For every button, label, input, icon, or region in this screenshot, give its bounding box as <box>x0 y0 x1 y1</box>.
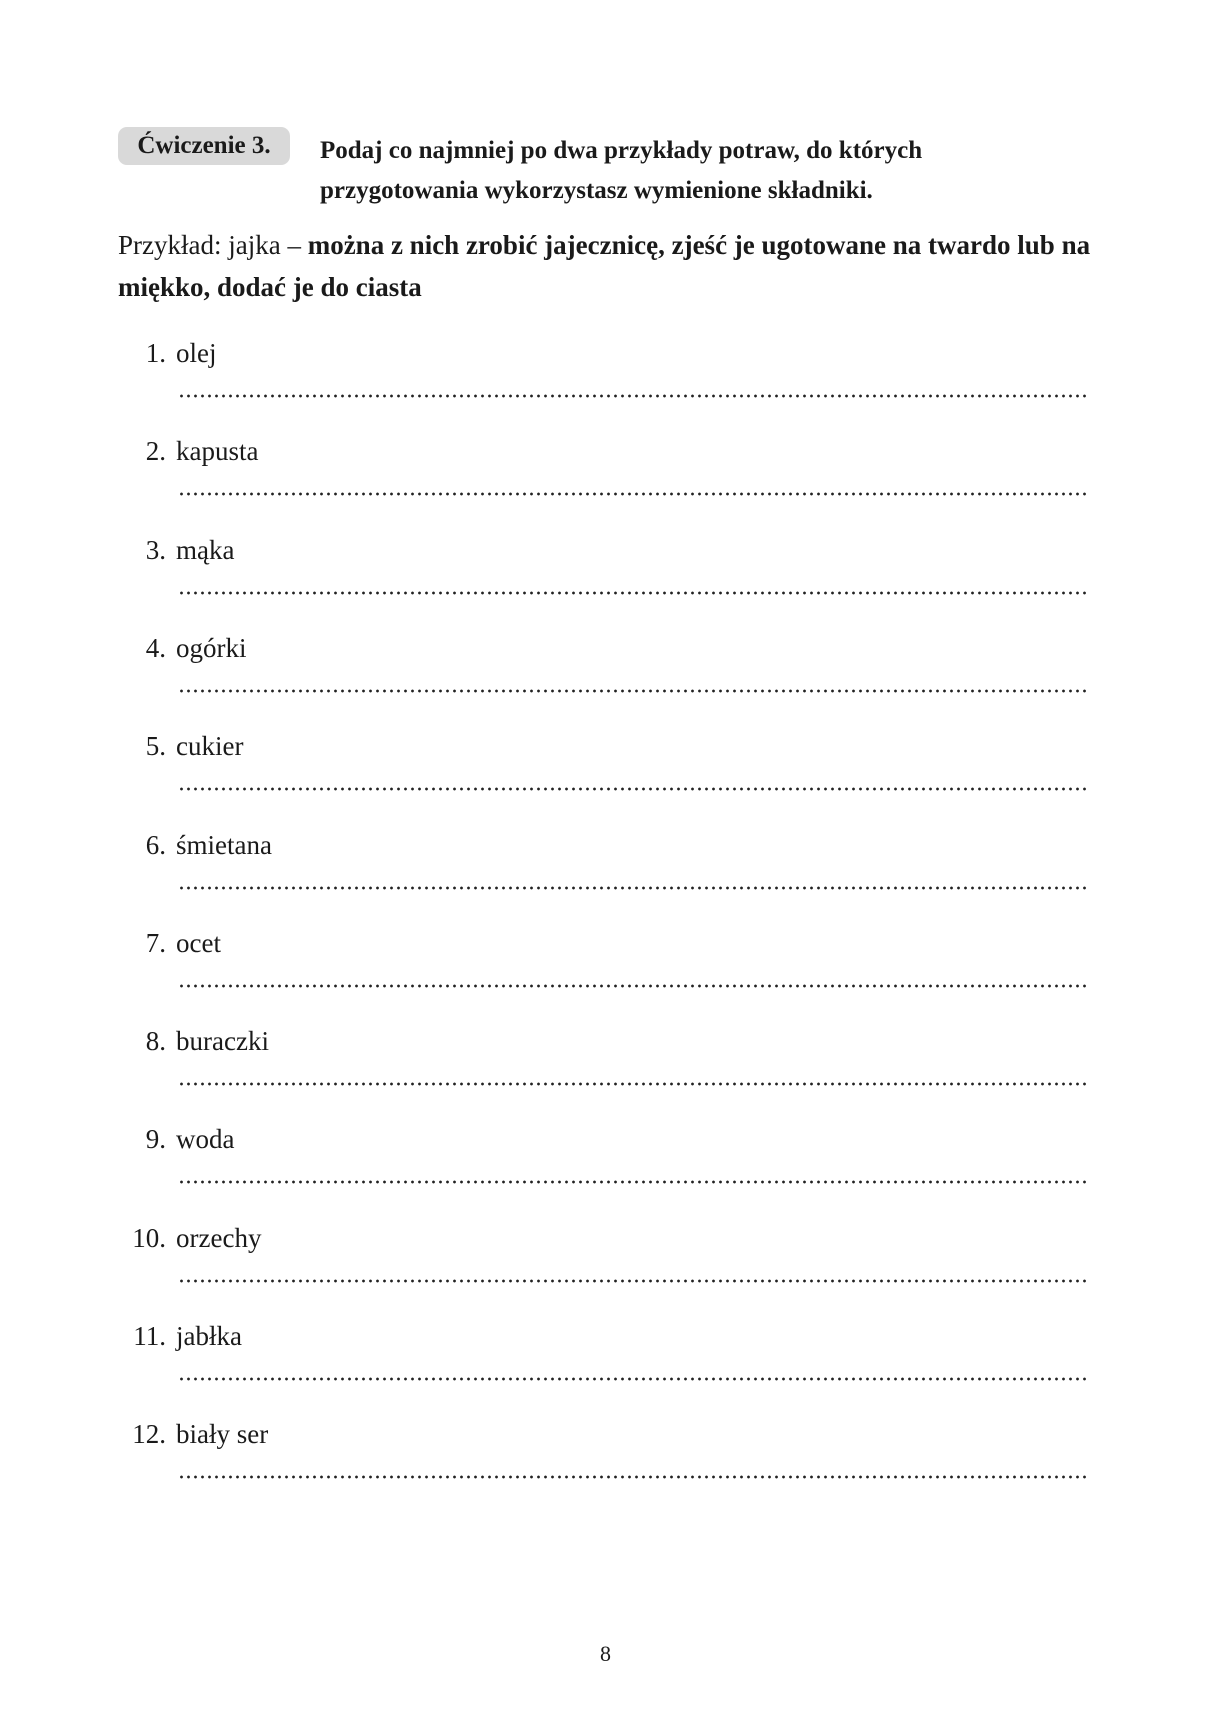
example-answer: można z nich zrobić jajecznicę, zjeść je ugotowane na twardo lub na miękko, dodać je do ciasta <box>118 230 1091 302</box>
answer-line[interactable] <box>178 1180 1090 1184</box>
answer-line[interactable] <box>178 591 1090 595</box>
instruction-line-1: Podaj co najmniej po dwa przykłady potraw, do których <box>320 137 923 164</box>
page-number: 8 <box>600 1641 611 1666</box>
list-item <box>0 336 1211 444</box>
instruction-line-2: przygotowania wykorzystasz wymienione składniki. <box>320 177 873 204</box>
list-item <box>0 926 1211 1034</box>
item-ingredient: ocet <box>176 927 221 958</box>
answer-line[interactable] <box>178 1377 1090 1381</box>
answer-line[interactable] <box>178 1475 1090 1479</box>
example-text <box>118 224 1098 308</box>
list-item <box>0 1221 1211 1329</box>
list-item <box>0 631 1211 739</box>
list-item <box>0 729 1211 837</box>
item-number: 6. <box>145 829 166 860</box>
item-ingredient: woda <box>176 1124 235 1155</box>
list-item <box>0 1417 1211 1525</box>
answer-line[interactable] <box>178 492 1090 496</box>
item-number: 10. <box>132 1222 166 1253</box>
answer-line[interactable] <box>178 886 1090 890</box>
answer-line[interactable] <box>178 1082 1090 1086</box>
item-ingredient: orzechy <box>176 1222 262 1253</box>
answer-line[interactable] <box>178 984 1090 988</box>
item-number: 11. <box>133 1321 166 1351</box>
item-ingredient: mąka <box>176 534 235 565</box>
list-item <box>0 1319 1211 1427</box>
exercise-label: Ćwiczenie 3. <box>118 127 290 165</box>
list-item <box>0 533 1211 641</box>
item-number: 7. <box>145 927 166 958</box>
item-number: 1. <box>145 338 166 368</box>
item-number: 8. <box>145 1026 166 1057</box>
item-number: 9. <box>145 1124 166 1155</box>
example-prefix: Przykład: jajka – <box>118 230 308 260</box>
list-item <box>0 1024 1211 1132</box>
item-number: 3. <box>145 534 166 565</box>
item-ingredient: śmietana <box>176 829 272 860</box>
item-ingredient: ogórki <box>176 632 247 663</box>
answer-line[interactable] <box>178 689 1090 693</box>
item-ingredient: biały ser <box>176 1419 269 1450</box>
answer-line[interactable] <box>178 394 1090 398</box>
item-number: 4. <box>145 632 166 663</box>
item-number: 2. <box>145 436 166 467</box>
item-ingredient: cukier <box>176 731 244 762</box>
item-ingredient: kapusta <box>176 436 259 467</box>
list-item <box>0 1122 1211 1230</box>
item-ingredient: buraczki <box>176 1026 269 1057</box>
item-number: 12. <box>132 1419 166 1450</box>
answer-line[interactable] <box>178 1279 1090 1283</box>
list-item <box>0 434 1211 542</box>
list-item <box>0 828 1211 936</box>
answer-line[interactable] <box>178 787 1090 791</box>
exercise-instruction <box>320 131 1080 211</box>
item-ingredient: olej <box>176 338 217 368</box>
item-number: 5. <box>145 731 166 762</box>
item-ingredient: jabłka <box>176 1321 242 1351</box>
